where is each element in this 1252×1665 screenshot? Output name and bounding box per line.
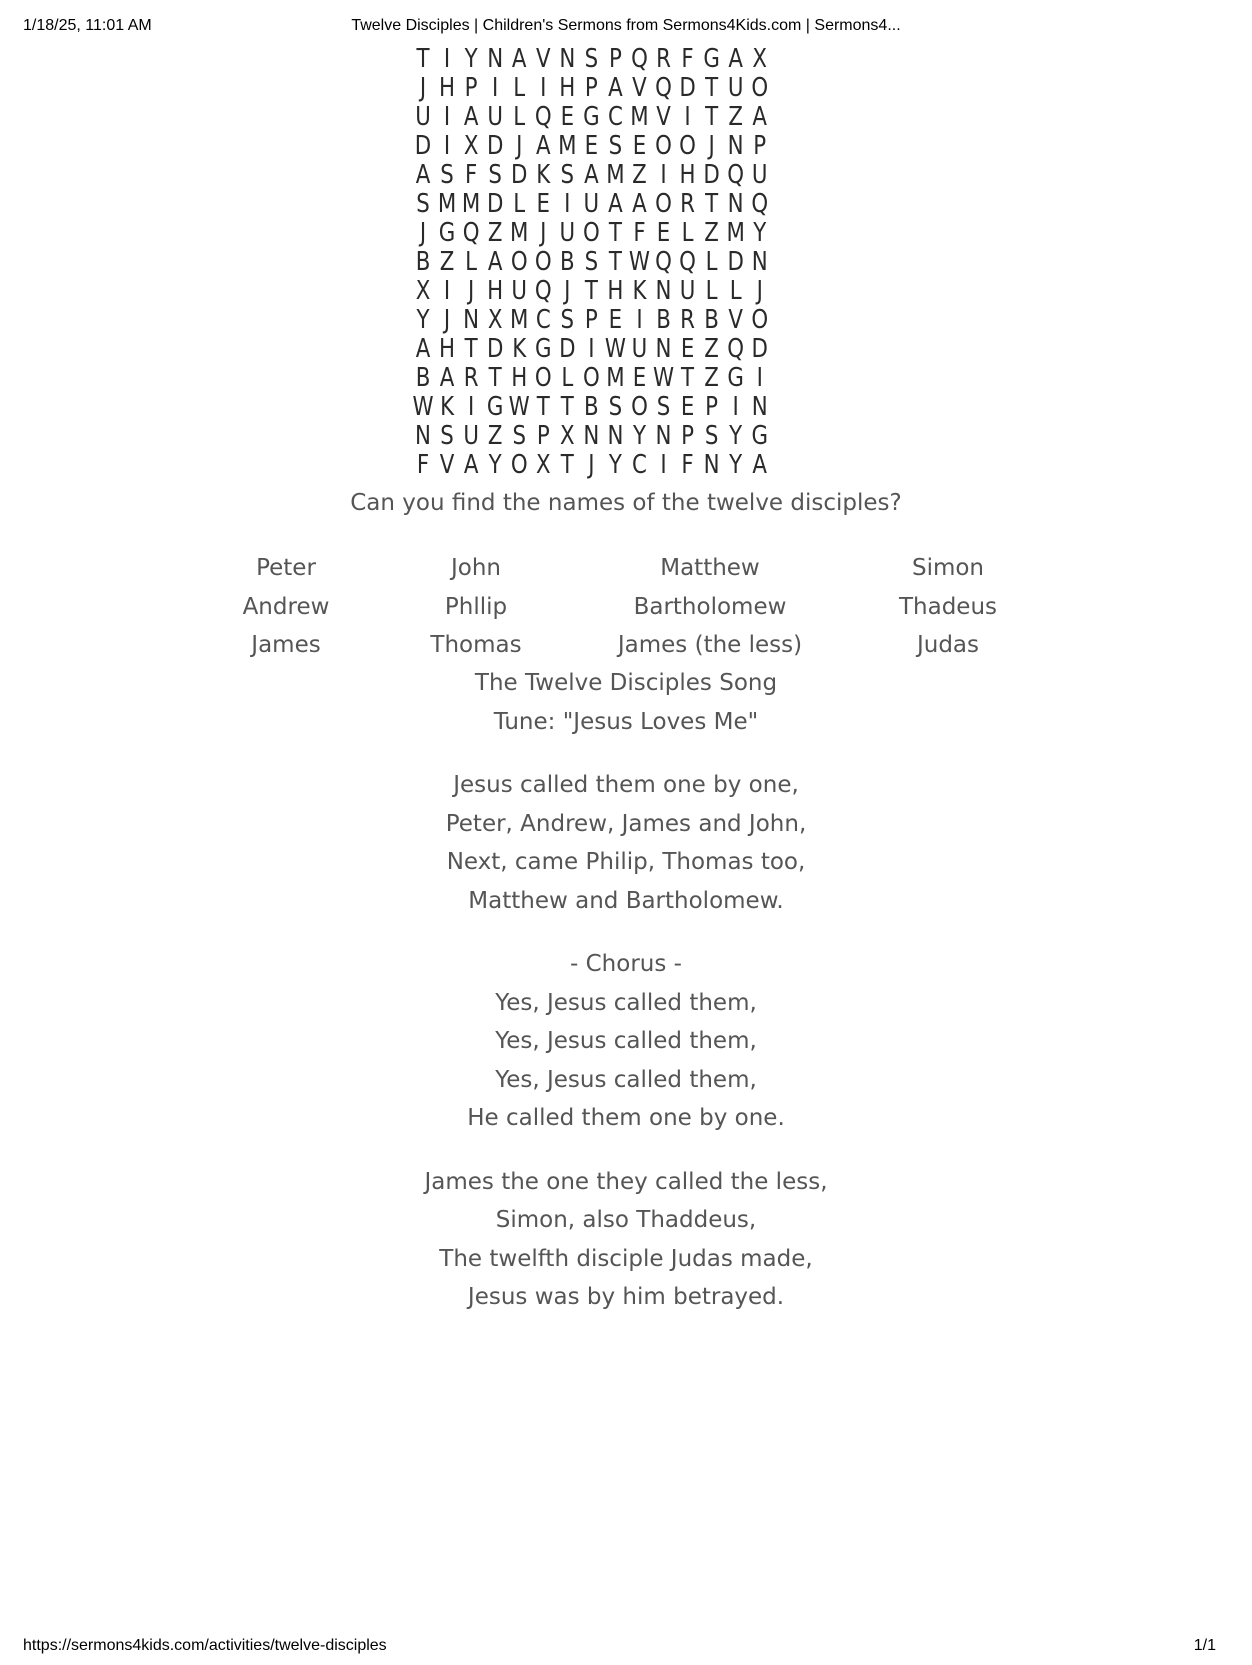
print-footer-page-number: 1/1: [1193, 1637, 1216, 1654]
word-search-letter: A: [752, 102, 768, 132]
lyric-line: Peter, Andrew, James and John,: [445, 810, 807, 837]
word-search-letter: V: [535, 44, 551, 74]
lyric-line: Yes, Jesus called them,: [495, 1028, 757, 1054]
word-search-letter: Z: [704, 218, 719, 248]
word-search-letter: S: [704, 421, 719, 451]
word-search-letter: G: [534, 334, 552, 364]
word-search-letter: A: [608, 73, 623, 103]
word-search-letter: P: [584, 73, 598, 103]
word-search-letter: I: [684, 102, 691, 132]
word-search-letter: A: [584, 160, 599, 190]
word-search-letter: B: [584, 392, 599, 422]
word-search-letter: P: [705, 392, 719, 422]
word-search-letter: Z: [632, 160, 647, 190]
word-search-letter: U: [631, 334, 648, 364]
word-search-row: [411, 103, 772, 132]
print-header-title: Twelve Disciples | Children's Sermons from Sermons4Kids.com | Sermons4...: [351, 17, 901, 34]
word-search-letter: N: [727, 189, 744, 219]
word-search-letter: W: [652, 363, 675, 393]
word-search-letter: Q: [655, 247, 672, 277]
word-search-letter: Q: [462, 218, 480, 248]
word-search-letter: N: [607, 421, 624, 451]
word-search-letter: Q: [727, 160, 745, 190]
word-search-letter: M: [558, 131, 577, 161]
word-search-letter: W: [508, 392, 530, 422]
word-search-letter: R: [656, 44, 671, 74]
word-search-letter: Z: [487, 421, 503, 451]
word-search-letter: C: [632, 450, 647, 480]
word-search-letter: J: [564, 276, 571, 306]
word-search-letter: K: [536, 160, 551, 190]
word-search-letter: G: [751, 421, 768, 451]
word-search-letter: E: [656, 218, 671, 248]
word-search-letter: T: [464, 334, 478, 364]
word-search-letter: P: [681, 421, 694, 451]
word-search-letter: N: [559, 44, 576, 74]
word-search-letter: Q: [679, 247, 696, 277]
word-search-letter: D: [559, 334, 576, 364]
word-search-letter: K: [440, 392, 455, 422]
word-search-letter: O: [751, 305, 769, 335]
word-search-letter: N: [487, 44, 504, 74]
word-search-letter: I: [492, 73, 499, 103]
word-search-letter: N: [727, 131, 744, 161]
word-search-letter: B: [415, 363, 431, 393]
word-search-letter: N: [415, 421, 432, 451]
disciple-name: Phllip: [444, 593, 508, 620]
word-search-letter: U: [559, 218, 576, 248]
word-search-letter: T: [560, 392, 574, 422]
word-search-letter: D: [486, 131, 504, 161]
word-search-letter: A: [487, 247, 503, 277]
word-search-row: [411, 132, 772, 161]
word-search-letter: W: [412, 392, 434, 422]
word-search-letter: E: [584, 131, 599, 161]
word-search-letter: D: [486, 189, 504, 219]
word-search-letter: M: [606, 363, 625, 393]
word-search-letter: P: [464, 73, 478, 103]
word-search-letter: N: [703, 450, 720, 480]
word-search-letter: O: [510, 450, 528, 480]
word-search-letter: C: [535, 305, 551, 335]
disciple-name: Thadeus: [898, 593, 998, 620]
word-search-letter: T: [416, 44, 430, 74]
word-search-letter: N: [463, 305, 480, 335]
word-search-letter: I: [540, 73, 547, 103]
word-search-letter: G: [727, 363, 744, 393]
word-search-letter: O: [534, 247, 552, 277]
stanza-spacer: [0, 745, 1252, 770]
word-search-letter: M: [726, 218, 745, 248]
word-search-letter: G: [703, 44, 720, 74]
lyric-line: James the one they called the less,: [424, 1168, 828, 1195]
word-search-letter: M: [606, 160, 625, 190]
word-search-letter: S: [584, 44, 599, 74]
word-search-letter: A: [752, 450, 768, 480]
word-search-letter: E: [608, 305, 623, 335]
word-search-letter: J: [588, 450, 595, 480]
word-search-letter: G: [583, 102, 600, 132]
word-search-letter: G: [486, 392, 504, 422]
word-search-letter: O: [631, 392, 648, 422]
word-search-letter: N: [655, 276, 672, 306]
word-search-row: [411, 422, 772, 451]
disciple-name: Peter: [256, 555, 316, 581]
word-search-letter: I: [443, 276, 451, 306]
word-search-row: [411, 335, 772, 364]
word-search-letter: Y: [464, 44, 478, 74]
word-search-letter: V: [728, 305, 743, 335]
word-search-row: [411, 74, 772, 103]
names-row: [0, 592, 1252, 631]
word-search-row: [411, 393, 772, 422]
word-search-row: [411, 277, 772, 306]
disciple-name: Andrew: [242, 593, 330, 620]
word-search-letter: H: [607, 276, 624, 306]
word-search-letter: I: [443, 44, 451, 74]
word-search-letter: B: [656, 305, 671, 335]
word-search-letter: U: [511, 276, 528, 306]
word-search-letter: J: [540, 218, 547, 248]
word-search-letter: J: [516, 131, 523, 161]
word-search-letter: S: [416, 189, 430, 219]
word-search-letter: J: [419, 218, 427, 248]
word-search-letter: D: [486, 334, 504, 364]
word-search-letter: U: [727, 73, 744, 103]
word-search-letter: N: [751, 392, 768, 422]
word-search-letter: U: [463, 421, 479, 451]
names-row: [0, 630, 1252, 669]
word-search-letter: T: [705, 102, 719, 132]
disciple-name: Simon: [911, 555, 985, 581]
word-search-row: [411, 45, 772, 74]
word-search-letter: Q: [534, 276, 552, 306]
word-search-letter: C: [607, 102, 623, 132]
word-search-letter: S: [512, 421, 526, 451]
word-search-letter: S: [440, 160, 454, 190]
word-search-question: Can you find the names of the twelve disciples?: [350, 490, 902, 516]
word-search-letter: N: [583, 421, 600, 451]
lyric-line: Yes, Jesus called them,: [495, 1066, 757, 1093]
song-title: The Twelve Disciples Song: [474, 670, 778, 696]
word-search-letter: P: [584, 305, 598, 335]
lyric-line: He called them one by one.: [467, 1105, 785, 1131]
lyric-line: Simon, also Thaddeus,: [495, 1207, 757, 1233]
word-search-row: [411, 219, 772, 248]
word-search-letter: Y: [753, 218, 767, 248]
word-search-letter: S: [608, 131, 623, 161]
word-search-letter: E: [680, 334, 695, 364]
word-search-letter: T: [584, 276, 598, 306]
word-search-row: [411, 190, 772, 219]
word-search-letter: U: [415, 102, 431, 132]
word-search-letter: I: [564, 189, 571, 219]
word-search-letter: Z: [728, 102, 743, 132]
word-search-letter: M: [510, 305, 529, 335]
word-search-row: [411, 364, 772, 393]
word-search-letter: E: [560, 102, 575, 132]
word-search-letter: D: [511, 160, 528, 190]
word-search-letter: M: [510, 218, 529, 248]
disciple-name: John: [450, 555, 501, 581]
word-search-letter: L: [729, 276, 742, 306]
stanza-spacer: [0, 1142, 1252, 1167]
word-search-letter: L: [465, 247, 478, 277]
disciple-name: James: [251, 632, 321, 658]
lyric-line: Matthew and Bartholomew.: [468, 887, 784, 914]
stanza-spacer: [0, 924, 1252, 949]
word-search-letter: X: [463, 131, 479, 161]
print-header-datetime: 1/18/25, 11:01 AM: [23, 17, 152, 34]
word-search-letter: R: [680, 305, 695, 335]
word-search-letter: T: [488, 363, 502, 393]
word-search-row: [411, 451, 772, 480]
word-search-row: [411, 306, 772, 335]
word-search-letter: S: [488, 160, 502, 190]
disciple-name: Matthew: [660, 555, 760, 581]
word-search-letter: M: [461, 189, 481, 219]
word-search-letter: S: [656, 392, 671, 422]
word-search-letter: Y: [488, 450, 502, 480]
word-search-letter: X: [560, 421, 575, 451]
word-search-letter: T: [705, 73, 719, 103]
word-search-letter: M: [437, 189, 457, 219]
word-search-letter: S: [440, 421, 454, 451]
word-search-letter: L: [705, 276, 718, 306]
word-search-letter: T: [536, 392, 550, 422]
word-search-letter: Y: [608, 450, 622, 480]
print-footer-url: https://sermons4kids.com/activities/twelve-disciples: [23, 1637, 387, 1654]
word-search-letter: H: [679, 160, 696, 190]
word-search-letter: Y: [729, 450, 743, 480]
word-search-letter: V: [632, 73, 647, 103]
word-search-letter: A: [415, 334, 431, 364]
word-search-letter: G: [438, 218, 456, 248]
word-search-letter: T: [608, 247, 622, 277]
word-search-letter: E: [632, 131, 647, 161]
disciple-name: James (the less): [617, 632, 803, 658]
word-search-letter: X: [535, 450, 551, 480]
word-search-letter: L: [681, 218, 694, 248]
word-search-letter: B: [415, 247, 431, 277]
word-search-letter: P: [753, 131, 767, 161]
word-search-letter: I: [443, 102, 451, 132]
word-search-letter: J: [708, 131, 715, 161]
word-search-letter: F: [633, 218, 646, 248]
word-search-letter: J: [756, 276, 763, 306]
word-search-letter: A: [463, 102, 479, 132]
word-search-letter: Z: [439, 247, 455, 277]
word-search-letter: H: [439, 73, 456, 103]
word-search-letter: P: [536, 421, 550, 451]
word-search-letter: O: [655, 131, 672, 161]
word-search-letter: U: [679, 276, 696, 306]
word-search-letter: O: [510, 247, 528, 277]
word-search-grid: [411, 45, 851, 480]
word-search-letter: O: [582, 363, 600, 393]
word-search-row: [411, 248, 772, 277]
word-search-letter: T: [560, 450, 574, 480]
word-search-letter: M: [630, 102, 649, 132]
word-search-letter: O: [655, 189, 672, 219]
word-search-letter: T: [608, 218, 622, 248]
word-search-letter: A: [728, 44, 743, 74]
word-search-letter: F: [681, 44, 694, 74]
word-search-letter: I: [443, 131, 451, 161]
word-search-letter: A: [632, 189, 647, 219]
word-search-letter: E: [680, 392, 695, 422]
word-search-letter: U: [583, 189, 600, 219]
disciple-names-table: [0, 553, 1252, 669]
word-search-letter: A: [535, 131, 551, 161]
word-search-letter: I: [467, 392, 475, 422]
lyric-line: Yes, Jesus called them,: [495, 989, 757, 1016]
word-search-letter: Y: [416, 305, 430, 335]
word-search-letter: L: [513, 189, 526, 219]
word-search-letter: L: [513, 73, 526, 103]
disciple-name: Bartholomew: [633, 593, 787, 620]
word-search-letter: Y: [729, 421, 743, 451]
word-search-letter: O: [582, 218, 600, 248]
word-search-letter: J: [419, 73, 427, 103]
word-search-letter: I: [660, 160, 667, 190]
word-search-letter: N: [751, 247, 768, 277]
word-search-letter: I: [588, 334, 595, 364]
word-search-letter: L: [561, 363, 574, 393]
word-search-letter: H: [487, 276, 504, 306]
word-search-letter: O: [534, 363, 552, 393]
lyric-line: Next, came Philip, Thomas too,: [446, 849, 806, 875]
word-search-letter: I: [636, 305, 643, 335]
word-search-letter: S: [608, 392, 623, 422]
song-tune: Tune: "Jesus Loves Me": [493, 708, 759, 735]
word-search-letter: H: [439, 334, 456, 364]
word-search-letter: Z: [704, 363, 719, 393]
word-search-letter: O: [751, 73, 769, 103]
word-search-letter: D: [751, 334, 768, 364]
word-search-letter: T: [705, 189, 719, 219]
word-search-letter: Q: [727, 334, 745, 364]
song-lyrics: [0, 668, 1252, 1321]
word-search-letter: U: [751, 160, 768, 190]
word-search-letter: A: [415, 160, 431, 190]
word-search-letter: Y: [632, 421, 646, 451]
word-search-letter: L: [705, 247, 718, 277]
word-search-letter: W: [604, 334, 626, 364]
word-search-letter: Q: [534, 102, 552, 132]
word-search-letter: S: [584, 247, 599, 277]
disciple-name: Judas: [916, 632, 980, 658]
word-search-letter: X: [752, 44, 768, 74]
word-search-letter: I: [660, 450, 667, 480]
word-search-letter: E: [536, 189, 551, 219]
word-search-letter: B: [559, 247, 575, 277]
word-search-letter: F: [416, 450, 430, 480]
word-search-letter: J: [467, 276, 475, 306]
word-search-letter: X: [487, 305, 503, 335]
word-search-letter: K: [632, 276, 647, 306]
word-search-letter: D: [703, 160, 720, 190]
lyric-line: Jesus was by him betrayed.: [467, 1284, 785, 1310]
word-search-letter: I: [756, 363, 763, 393]
word-search-letter: F: [464, 160, 478, 190]
word-search-letter: X: [415, 276, 431, 306]
word-search-row: [411, 161, 772, 190]
word-search-letter: V: [656, 102, 671, 132]
word-search-letter: A: [608, 189, 623, 219]
word-search-letter: K: [512, 334, 527, 364]
lyric-line: Jesus called them one by one,: [453, 772, 799, 798]
word-search-letter: V: [439, 450, 455, 480]
word-search-letter: Z: [487, 218, 503, 248]
word-search-letter: S: [560, 160, 575, 190]
word-search-letter: Q: [655, 73, 672, 103]
disciple-name: Thomas: [430, 632, 522, 658]
lyric-line: The twelfth disciple Judas made,: [439, 1245, 813, 1272]
word-search-letter: O: [679, 131, 696, 161]
word-search-letter: P: [608, 44, 622, 74]
word-search-letter: N: [655, 421, 672, 451]
word-search-letter: I: [732, 392, 739, 422]
word-search-letter: H: [559, 73, 576, 103]
word-search-letter: S: [560, 305, 575, 335]
word-search-letter: L: [513, 102, 526, 132]
word-search-letter: R: [463, 363, 479, 393]
word-search-letter: A: [439, 363, 455, 393]
word-search-letter: Q: [751, 189, 769, 219]
word-search-letter: N: [655, 334, 672, 364]
word-search-letter: Q: [631, 44, 648, 74]
word-search-letter: F: [681, 450, 694, 480]
word-search-letter: D: [679, 73, 696, 103]
word-search-letter: H: [511, 363, 528, 393]
word-search-letter: A: [463, 450, 479, 480]
word-search-letter: D: [414, 131, 432, 161]
word-search-letter: D: [727, 247, 744, 277]
names-row: [0, 553, 1252, 592]
word-search-letter: T: [681, 363, 695, 393]
word-search-letter: B: [704, 305, 719, 335]
word-search-letter: A: [511, 44, 527, 74]
word-search-letter: E: [632, 363, 647, 393]
word-search-letter: J: [443, 305, 451, 335]
word-search-letter: Z: [704, 334, 719, 364]
word-search-letter: U: [487, 102, 503, 132]
lyric-line: - Chorus -: [570, 951, 682, 977]
word-search-letter: W: [628, 247, 651, 277]
word-search-letter: R: [680, 189, 695, 219]
